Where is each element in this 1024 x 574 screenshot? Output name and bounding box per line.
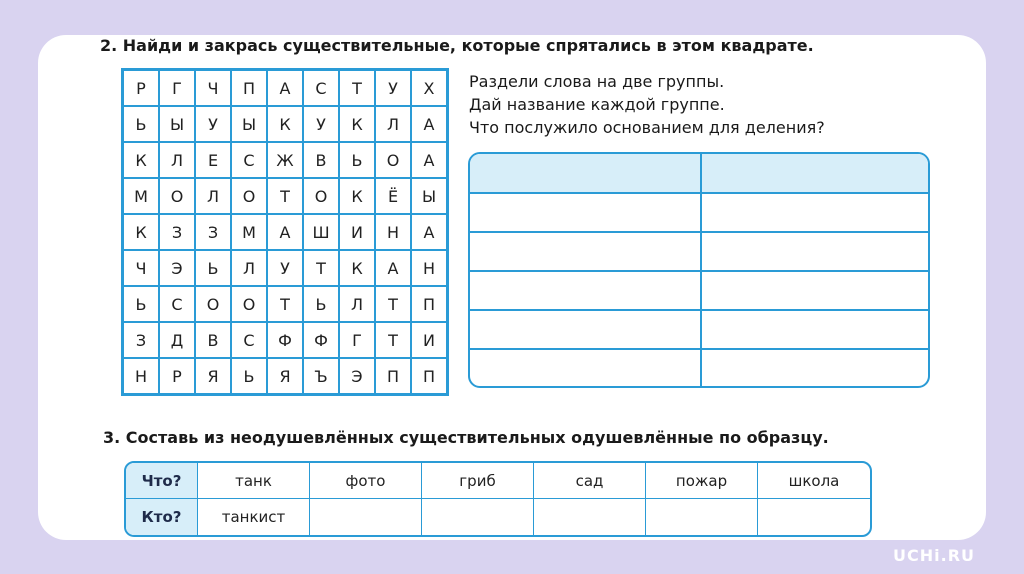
grid-letter-cell[interactable]: К: [267, 106, 303, 142]
answer-column-divider: [700, 154, 702, 386]
task2-instructions: [469, 70, 825, 139]
grid-letter-cell[interactable]: Н: [123, 358, 159, 394]
grid-letter-cell[interactable]: Л: [339, 286, 375, 322]
grid-letter-cell[interactable]: А: [267, 70, 303, 106]
grid-letter-cell[interactable]: У: [375, 70, 411, 106]
grid-letter-cell[interactable]: Т: [339, 70, 375, 106]
grid-letter-cell[interactable]: О: [231, 178, 267, 214]
grid-letter-cell[interactable]: Т: [375, 322, 411, 358]
noun-cell: сад: [534, 463, 646, 499]
grid-letter-cell[interactable]: Н: [411, 250, 447, 286]
grid-letter-cell[interactable]: П: [411, 286, 447, 322]
noun-cell: школа: [758, 463, 870, 499]
grid-letter-cell[interactable]: Н: [375, 214, 411, 250]
grid-letter-cell[interactable]: У: [303, 106, 339, 142]
grid-letter-cell[interactable]: П: [231, 70, 267, 106]
grid-letter-cell[interactable]: Ь: [339, 142, 375, 178]
grid-letter-cell[interactable]: К: [123, 142, 159, 178]
brand-logo: UCHi.RU: [893, 546, 975, 565]
answer-cell[interactable]: [646, 499, 758, 535]
grid-letter-cell[interactable]: Ы: [411, 178, 447, 214]
grid-letter-cell[interactable]: Ь: [303, 286, 339, 322]
grid-letter-cell[interactable]: А: [411, 106, 447, 142]
grid-letter-cell[interactable]: Ь: [123, 106, 159, 142]
grid-letter-cell[interactable]: К: [123, 214, 159, 250]
grid-letter-cell[interactable]: Т: [267, 178, 303, 214]
grid-letter-cell[interactable]: К: [339, 250, 375, 286]
grid-letter-cell[interactable]: П: [411, 358, 447, 394]
grid-letter-cell[interactable]: Ъ: [303, 358, 339, 394]
row-label-who: Кто?: [126, 499, 198, 535]
grid-letter-cell[interactable]: О: [375, 142, 411, 178]
grid-letter-cell[interactable]: Ё: [375, 178, 411, 214]
grid-letter-cell[interactable]: Л: [159, 142, 195, 178]
grid-letter-cell[interactable]: М: [231, 214, 267, 250]
noun-cell: танк: [198, 463, 310, 499]
grid-letter-cell[interactable]: Ф: [267, 322, 303, 358]
answer-row-divider: [470, 231, 928, 233]
grid-letter-cell[interactable]: И: [339, 214, 375, 250]
task2-heading: 2. Найди и закрась существительные, которые спрятались в этом квадрате.: [100, 36, 814, 55]
grid-letter-cell[interactable]: Я: [267, 358, 303, 394]
grid-letter-cell[interactable]: Г: [159, 70, 195, 106]
grid-letter-cell[interactable]: А: [267, 214, 303, 250]
grid-letter-cell[interactable]: Ч: [123, 250, 159, 286]
grid-letter-cell[interactable]: З: [195, 214, 231, 250]
grid-letter-cell[interactable]: Е: [195, 142, 231, 178]
grid-letter-cell[interactable]: Р: [123, 70, 159, 106]
grid-letter-cell[interactable]: В: [195, 322, 231, 358]
grid-letter-cell[interactable]: С: [303, 70, 339, 106]
grid-letter-cell[interactable]: К: [339, 178, 375, 214]
grid-letter-cell[interactable]: А: [411, 214, 447, 250]
answer-row-divider: [470, 309, 928, 311]
grid-letter-cell[interactable]: Ш: [303, 214, 339, 250]
letter-grid: [121, 68, 449, 396]
answer-cell[interactable]: танкист: [198, 499, 310, 535]
grid-letter-cell[interactable]: С: [231, 142, 267, 178]
grid-letter-cell[interactable]: Л: [195, 178, 231, 214]
answer-cell[interactable]: [310, 499, 422, 535]
answer-row-divider: [470, 348, 928, 350]
grid-letter-cell[interactable]: О: [303, 178, 339, 214]
grid-letter-cell[interactable]: Р: [159, 358, 195, 394]
answer-cell[interactable]: [534, 499, 646, 535]
answer-table-header[interactable]: [470, 154, 928, 194]
instruction-line: Что послужило основанием для деления?: [469, 118, 825, 137]
grid-letter-cell[interactable]: Ь: [231, 358, 267, 394]
noun-cell: гриб: [422, 463, 534, 499]
noun-cell: пожар: [646, 463, 758, 499]
grid-letter-cell[interactable]: Т: [303, 250, 339, 286]
grid-letter-cell[interactable]: Ы: [159, 106, 195, 142]
instruction-line: Дай название каждой группе.: [469, 95, 725, 114]
grid-letter-cell[interactable]: С: [231, 322, 267, 358]
grid-letter-cell[interactable]: Э: [339, 358, 375, 394]
grid-letter-cell[interactable]: А: [375, 250, 411, 286]
grid-letter-cell[interactable]: З: [159, 214, 195, 250]
grid-letter-cell[interactable]: Х: [411, 70, 447, 106]
grid-letter-cell[interactable]: Ь: [123, 286, 159, 322]
task3-table: [124, 461, 872, 537]
grid-letter-cell[interactable]: В: [303, 142, 339, 178]
grid-letter-cell[interactable]: Т: [375, 286, 411, 322]
row-label-what: Что?: [126, 463, 198, 499]
grid-letter-cell[interactable]: А: [411, 142, 447, 178]
grid-letter-cell[interactable]: С: [159, 286, 195, 322]
grid-letter-cell[interactable]: О: [159, 178, 195, 214]
grid-letter-cell[interactable]: Я: [195, 358, 231, 394]
grid-letter-cell[interactable]: У: [267, 250, 303, 286]
grid-letter-cell[interactable]: Г: [339, 322, 375, 358]
grid-letter-cell[interactable]: К: [339, 106, 375, 142]
grid-letter-cell[interactable]: Ч: [195, 70, 231, 106]
grid-letter-cell[interactable]: Т: [267, 286, 303, 322]
grid-letter-cell[interactable]: Ы: [231, 106, 267, 142]
grid-letter-cell[interactable]: И: [411, 322, 447, 358]
grid-letter-cell[interactable]: О: [231, 286, 267, 322]
answer-cell[interactable]: [422, 499, 534, 535]
grid-letter-cell[interactable]: О: [195, 286, 231, 322]
grid-letter-cell[interactable]: Ж: [267, 142, 303, 178]
grid-letter-cell[interactable]: Ф: [303, 322, 339, 358]
answer-row-divider: [470, 270, 928, 272]
grid-letter-cell[interactable]: З: [123, 322, 159, 358]
grid-letter-cell[interactable]: Ь: [195, 250, 231, 286]
grid-letter-cell[interactable]: Э: [159, 250, 195, 286]
grid-letter-cell[interactable]: Д: [159, 322, 195, 358]
task3-heading: 3. Составь из неодушевлённых существительных одушевлённые по образцу.: [103, 428, 829, 447]
grid-letter-cell[interactable]: Л: [375, 106, 411, 142]
grid-letter-cell[interactable]: М: [123, 178, 159, 214]
grid-letter-cell[interactable]: У: [195, 106, 231, 142]
instruction-line: Раздели слова на две группы.: [469, 72, 725, 91]
noun-cell: фото: [310, 463, 422, 499]
grid-letter-cell[interactable]: Л: [231, 250, 267, 286]
answer-table[interactable]: [468, 152, 930, 388]
grid-letter-cell[interactable]: П: [375, 358, 411, 394]
answer-cell[interactable]: [758, 499, 870, 535]
